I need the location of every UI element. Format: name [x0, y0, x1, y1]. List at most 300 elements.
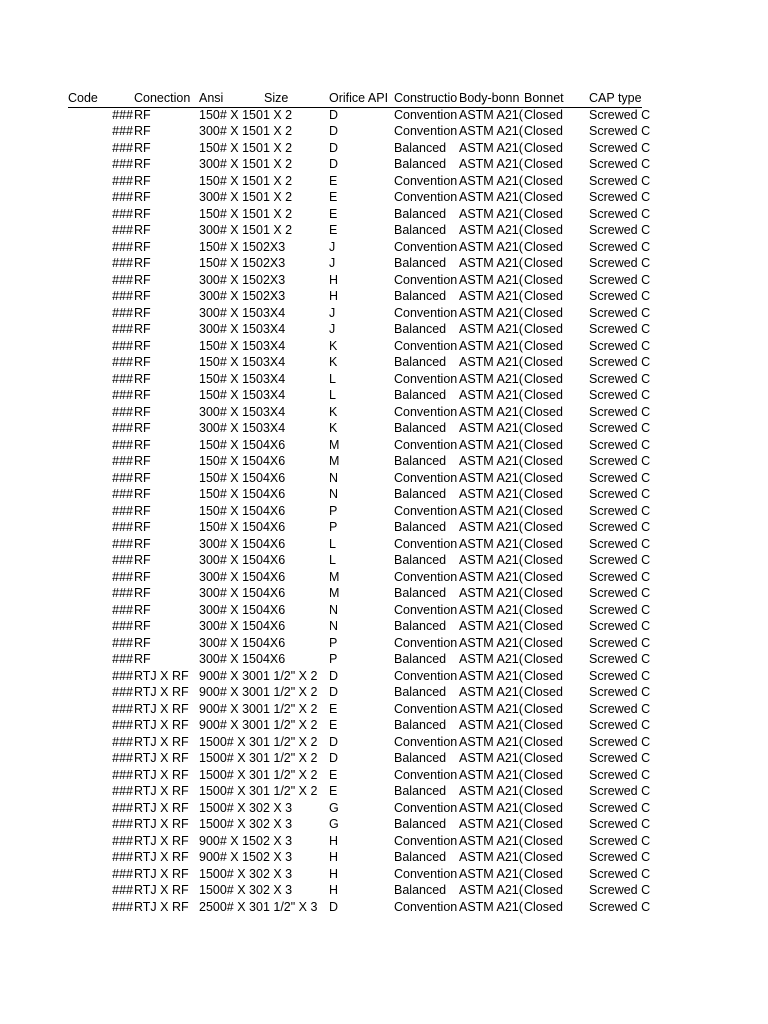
cell-bonnet[interactable]: Closed [524, 536, 563, 551]
cell-cap-type[interactable]: Screwed C [589, 817, 651, 831]
cell-bonnet[interactable]: Closed [524, 817, 563, 831]
cell-code[interactable]: ### [112, 256, 133, 270]
cell-cap-type[interactable]: Screwed C [589, 470, 651, 485]
cell-cap-type[interactable]: Screwed C [589, 569, 651, 584]
cell-conection[interactable]: RTJ X RF [134, 701, 189, 716]
cell-ansi-size[interactable]: 1500# X 301 1/2" X 2 [199, 751, 318, 765]
cell-code[interactable]: ### [112, 536, 133, 551]
cell-code[interactable]: ### [112, 289, 133, 303]
cell-conection[interactable]: RF [134, 190, 151, 204]
cell-orifice-api[interactable]: H [329, 850, 339, 864]
cell-code[interactable]: ### [112, 850, 133, 864]
cell-orifice-api[interactable]: K [329, 355, 338, 369]
cell-construction[interactable]: Convention [394, 866, 458, 881]
cell-ansi-size[interactable]: 300# X 1504X6 [199, 635, 286, 650]
cell-bonnet[interactable]: Closed [524, 124, 563, 138]
cell-code[interactable]: ### [112, 355, 133, 369]
cell-ansi-size[interactable]: 150# X 1501 X 2 [199, 206, 293, 221]
cell-orifice-api[interactable]: J [329, 322, 336, 336]
cell-cap-type[interactable]: Screwed C [589, 668, 651, 683]
cell-body-bonnet[interactable]: ASTM A21( [459, 239, 523, 254]
cell-conection[interactable]: RF [134, 437, 151, 452]
cell-body-bonnet[interactable]: ASTM A21( [459, 751, 523, 765]
cell-bonnet[interactable]: Closed [524, 569, 563, 584]
cell-conection[interactable]: RTJ X RF [134, 685, 189, 699]
cell-ansi-size[interactable]: 900# X 3001 1/2" X 2 [199, 718, 318, 732]
cell-bonnet[interactable]: Closed [524, 586, 563, 600]
cell-bonnet[interactable]: Closed [524, 355, 563, 369]
cell-construction[interactable]: Convention [394, 536, 458, 551]
cell-conection[interactable]: RF [134, 569, 151, 584]
cell-code[interactable]: ### [112, 701, 133, 716]
cell-body-bonnet[interactable]: ASTM A21( [459, 454, 523, 468]
cell-cap-type[interactable]: Screwed C [589, 355, 651, 369]
cell-construction[interactable]: Balanced [394, 322, 447, 336]
cell-conection[interactable]: RF [134, 206, 151, 221]
cell-cap-type[interactable]: Screwed C [589, 553, 651, 567]
cell-conection[interactable]: RF [134, 619, 151, 633]
cell-orifice-api[interactable]: J [329, 256, 336, 270]
cell-orifice-api[interactable]: H [329, 883, 339, 897]
cell-cap-type[interactable]: Screwed C [589, 767, 651, 782]
cell-construction[interactable]: Convention [394, 305, 458, 320]
cell-conection[interactable]: RF [134, 157, 151, 171]
cell-construction[interactable]: Convention [394, 239, 458, 254]
cell-body-bonnet[interactable]: ASTM A21( [459, 355, 523, 369]
cell-body-bonnet[interactable]: ASTM A21( [459, 899, 523, 914]
cell-bonnet[interactable]: Closed [524, 140, 563, 155]
cell-bonnet[interactable]: Closed [524, 454, 563, 468]
cell-cap-type[interactable]: Screwed C [589, 619, 651, 633]
cell-code[interactable]: ### [112, 652, 133, 666]
cell-code[interactable]: ### [112, 322, 133, 336]
cell-cap-type[interactable]: Screwed C [589, 272, 651, 287]
cell-bonnet[interactable]: Closed [524, 850, 563, 864]
cell-conection[interactable]: RF [134, 652, 151, 666]
cell-code[interactable]: ### [112, 124, 133, 138]
cell-construction[interactable]: Balanced [394, 784, 447, 798]
cell-orifice-api[interactable]: E [329, 784, 338, 798]
cell-body-bonnet[interactable]: ASTM A21( [459, 668, 523, 683]
cell-orifice-api[interactable]: D [329, 899, 339, 914]
cell-cap-type[interactable]: Screwed C [589, 404, 651, 419]
cell-conection[interactable]: RF [134, 140, 151, 155]
cell-code[interactable]: ### [112, 371, 133, 386]
cell-ansi-size[interactable]: 1500# X 302 X 3 [199, 800, 293, 815]
cell-body-bonnet[interactable]: ASTM A21( [459, 388, 523, 402]
cell-code[interactable]: ### [112, 734, 133, 749]
cell-cap-type[interactable]: Screwed C [589, 437, 651, 452]
header-construction[interactable]: Constructio [394, 91, 458, 105]
cell-construction[interactable]: Balanced [394, 157, 447, 171]
cell-ansi-size[interactable]: 150# X 1504X6 [199, 470, 286, 485]
cell-body-bonnet[interactable]: ASTM A21( [459, 553, 523, 567]
cell-orifice-api[interactable]: M [329, 569, 340, 584]
cell-body-bonnet[interactable]: ASTM A21( [459, 404, 523, 419]
cell-body-bonnet[interactable]: ASTM A21( [459, 289, 523, 303]
cell-ansi-size[interactable]: 300# X 1504X6 [199, 619, 286, 633]
cell-construction[interactable]: Convention [394, 602, 458, 617]
cell-body-bonnet[interactable]: ASTM A21( [459, 701, 523, 716]
cell-code[interactable]: ### [112, 239, 133, 254]
cell-ansi-size[interactable]: 1500# X 301 1/2" X 2 [199, 784, 318, 798]
cell-code[interactable]: ### [112, 817, 133, 831]
cell-conection[interactable]: RF [134, 421, 151, 435]
cell-bonnet[interactable]: Closed [524, 668, 563, 683]
cell-bonnet[interactable]: Closed [524, 404, 563, 419]
cell-code[interactable]: ### [112, 421, 133, 435]
cell-bonnet[interactable]: Closed [524, 107, 563, 122]
cell-code[interactable]: ### [112, 437, 133, 452]
cell-construction[interactable]: Balanced [394, 520, 447, 534]
cell-orifice-api[interactable]: J [329, 305, 336, 320]
cell-ansi-size[interactable]: 900# X 1502 X 3 [199, 850, 293, 864]
cell-cap-type[interactable]: Screwed C [589, 800, 651, 815]
cell-construction[interactable]: Convention [394, 503, 458, 518]
cell-conection[interactable]: RTJ X RF [134, 751, 189, 765]
cell-construction[interactable]: Convention [394, 800, 458, 815]
cell-orifice-api[interactable]: D [329, 668, 339, 683]
cell-body-bonnet[interactable]: ASTM A21( [459, 800, 523, 815]
cell-body-bonnet[interactable]: ASTM A21( [459, 602, 523, 617]
cell-code[interactable]: ### [112, 833, 133, 848]
cell-conection[interactable]: RF [134, 305, 151, 320]
cell-orifice-api[interactable]: P [329, 520, 338, 534]
cell-cap-type[interactable]: Screwed C [589, 850, 651, 864]
cell-orifice-api[interactable]: E [329, 223, 338, 237]
cell-conection[interactable]: RTJ X RF [134, 866, 189, 881]
cell-conection[interactable]: RTJ X RF [134, 800, 189, 815]
cell-body-bonnet[interactable]: ASTM A21( [459, 866, 523, 881]
cell-orifice-api[interactable]: E [329, 701, 338, 716]
cell-construction[interactable]: Balanced [394, 289, 447, 303]
cell-bonnet[interactable]: Closed [524, 619, 563, 633]
cell-code[interactable]: ### [112, 206, 133, 221]
cell-orifice-api[interactable]: H [329, 272, 339, 287]
cell-ansi-size[interactable]: 300# X 1501 X 2 [199, 157, 293, 171]
cell-code[interactable]: ### [112, 553, 133, 567]
cell-cap-type[interactable]: Screwed C [589, 866, 651, 881]
cell-cap-type[interactable]: Screwed C [589, 305, 651, 320]
cell-bonnet[interactable]: Closed [524, 322, 563, 336]
cell-code[interactable]: ### [112, 520, 133, 534]
cell-orifice-api[interactable]: M [329, 586, 340, 600]
cell-conection[interactable]: RF [134, 470, 151, 485]
cell-bonnet[interactable]: Closed [524, 685, 563, 699]
cell-ansi-size[interactable]: 150# X 1502X3 [199, 239, 286, 254]
cell-conection[interactable]: RF [134, 454, 151, 468]
cell-conection[interactable]: RTJ X RF [134, 833, 189, 848]
cell-cap-type[interactable]: Screwed C [589, 899, 651, 914]
cell-construction[interactable]: Convention [394, 767, 458, 782]
cell-cap-type[interactable]: Screwed C [589, 520, 651, 534]
cell-body-bonnet[interactable]: ASTM A21( [459, 718, 523, 732]
cell-ansi-size[interactable]: 150# X 1501 X 2 [199, 140, 293, 155]
cell-construction[interactable]: Convention [394, 404, 458, 419]
cell-ansi-size[interactable]: 900# X 1502 X 3 [199, 833, 293, 848]
cell-body-bonnet[interactable]: ASTM A21( [459, 305, 523, 320]
cell-orifice-api[interactable]: K [329, 421, 338, 435]
cell-orifice-api[interactable]: L [329, 371, 336, 386]
cell-body-bonnet[interactable]: ASTM A21( [459, 190, 523, 204]
cell-construction[interactable]: Convention [394, 470, 458, 485]
cell-code[interactable]: ### [112, 140, 133, 155]
cell-code[interactable]: ### [112, 602, 133, 617]
cell-body-bonnet[interactable]: ASTM A21( [459, 206, 523, 221]
cell-conection[interactable]: RTJ X RF [134, 817, 189, 831]
cell-ansi-size[interactable]: 150# X 1503X4 [199, 371, 286, 386]
cell-construction[interactable]: Balanced [394, 388, 447, 402]
cell-orifice-api[interactable]: N [329, 602, 339, 617]
cell-orifice-api[interactable]: L [329, 388, 336, 402]
cell-body-bonnet[interactable]: ASTM A21( [459, 272, 523, 287]
cell-code[interactable]: ### [112, 635, 133, 650]
cell-code[interactable]: ### [112, 454, 133, 468]
cell-code[interactable]: ### [112, 586, 133, 600]
cell-bonnet[interactable]: Closed [524, 206, 563, 221]
cell-code[interactable]: ### [112, 107, 133, 122]
cell-body-bonnet[interactable]: ASTM A21( [459, 421, 523, 435]
cell-cap-type[interactable]: Screwed C [589, 454, 651, 468]
header-body-bonnet[interactable]: Body-bonn [459, 91, 520, 105]
cell-code[interactable]: ### [112, 619, 133, 633]
cell-code[interactable]: ### [112, 767, 133, 782]
cell-code[interactable]: ### [112, 503, 133, 518]
cell-bonnet[interactable]: Closed [524, 173, 563, 188]
cell-cap-type[interactable]: Screwed C [589, 140, 651, 155]
cell-conection[interactable]: RF [134, 322, 151, 336]
cell-body-bonnet[interactable]: ASTM A21( [459, 173, 523, 188]
cell-construction[interactable]: Balanced [394, 487, 447, 501]
cell-cap-type[interactable]: Screwed C [589, 173, 651, 188]
cell-bonnet[interactable]: Closed [524, 289, 563, 303]
cell-bonnet[interactable]: Closed [524, 223, 563, 237]
cell-cap-type[interactable]: Screwed C [589, 883, 651, 897]
cell-conection[interactable]: RF [134, 239, 151, 254]
cell-orifice-api[interactable]: D [329, 124, 339, 138]
cell-construction[interactable]: Convention [394, 124, 458, 138]
header-ansi[interactable]: Ansi [199, 91, 224, 105]
cell-bonnet[interactable]: Closed [524, 635, 563, 650]
cell-bonnet[interactable]: Closed [524, 751, 563, 765]
cell-code[interactable]: ### [112, 173, 133, 188]
cell-conection[interactable]: RF [134, 289, 151, 303]
cell-conection[interactable]: RF [134, 602, 151, 617]
cell-body-bonnet[interactable]: ASTM A21( [459, 338, 523, 353]
cell-construction[interactable]: Balanced [394, 619, 447, 633]
cell-bonnet[interactable]: Closed [524, 718, 563, 732]
cell-code[interactable]: ### [112, 338, 133, 353]
cell-construction[interactable]: Balanced [394, 454, 447, 468]
cell-bonnet[interactable]: Closed [524, 256, 563, 270]
cell-ansi-size[interactable]: 1500# X 302 X 3 [199, 817, 293, 831]
cell-orifice-api[interactable]: E [329, 718, 338, 732]
cell-cap-type[interactable]: Screwed C [589, 388, 651, 402]
cell-ansi-size[interactable]: 150# X 1504X6 [199, 520, 286, 534]
cell-conection[interactable]: RF [134, 487, 151, 501]
cell-cap-type[interactable]: Screwed C [589, 256, 651, 270]
cell-construction[interactable]: Balanced [394, 223, 447, 237]
header-conection[interactable]: Conection [134, 91, 191, 105]
cell-construction[interactable]: Balanced [394, 817, 447, 831]
cell-cap-type[interactable]: Screwed C [589, 190, 651, 204]
cell-bonnet[interactable]: Closed [524, 388, 563, 402]
cell-cap-type[interactable]: Screwed C [589, 536, 651, 551]
cell-conection[interactable]: RTJ X RF [134, 718, 189, 732]
cell-ansi-size[interactable]: 300# X 1504X6 [199, 536, 286, 551]
cell-construction[interactable]: Convention [394, 173, 458, 188]
cell-construction[interactable]: Convention [394, 635, 458, 650]
cell-conection[interactable]: RTJ X RF [134, 883, 189, 897]
cell-body-bonnet[interactable]: ASTM A21( [459, 833, 523, 848]
cell-code[interactable]: ### [112, 718, 133, 732]
cell-ansi-size[interactable]: 300# X 1502X3 [199, 289, 286, 303]
cell-orifice-api[interactable]: M [329, 454, 340, 468]
cell-cap-type[interactable]: Screwed C [589, 503, 651, 518]
cell-conection[interactable]: RTJ X RF [134, 668, 189, 683]
cell-bonnet[interactable]: Closed [524, 272, 563, 287]
cell-cap-type[interactable]: Screwed C [589, 586, 651, 600]
cell-orifice-api[interactable]: N [329, 487, 339, 501]
cell-conection[interactable]: RF [134, 404, 151, 419]
cell-cap-type[interactable]: Screwed C [589, 421, 651, 435]
cell-ansi-size[interactable]: 150# X 1504X6 [199, 437, 286, 452]
cell-conection[interactable]: RF [134, 173, 151, 188]
cell-construction[interactable]: Balanced [394, 586, 447, 600]
cell-conection[interactable]: RF [134, 586, 151, 600]
cell-ansi-size[interactable]: 2500# X 301 1/2" X 3 [199, 899, 318, 914]
cell-ansi-size[interactable]: 300# X 1504X6 [199, 553, 286, 567]
cell-cap-type[interactable]: Screwed C [589, 107, 651, 122]
cell-body-bonnet[interactable]: ASTM A21( [459, 569, 523, 584]
cell-cap-type[interactable]: Screwed C [589, 289, 651, 303]
cell-orifice-api[interactable]: E [329, 190, 338, 204]
cell-orifice-api[interactable]: E [329, 173, 338, 188]
cell-orifice-api[interactable]: J [329, 239, 336, 254]
cell-cap-type[interactable]: Screwed C [589, 635, 651, 650]
cell-orifice-api[interactable]: D [329, 751, 339, 765]
cell-body-bonnet[interactable]: ASTM A21( [459, 883, 523, 897]
cell-cap-type[interactable]: Screwed C [589, 734, 651, 749]
cell-construction[interactable]: Convention [394, 437, 458, 452]
cell-body-bonnet[interactable]: ASTM A21( [459, 817, 523, 831]
cell-cap-type[interactable]: Screwed C [589, 157, 651, 171]
cell-cap-type[interactable]: Screwed C [589, 239, 651, 254]
cell-cap-type[interactable]: Screwed C [589, 487, 651, 501]
cell-code[interactable]: ### [112, 784, 133, 798]
cell-ansi-size[interactable]: 1500# X 301 1/2" X 2 [199, 767, 318, 782]
cell-construction[interactable]: Convention [394, 668, 458, 683]
cell-cap-type[interactable]: Screwed C [589, 784, 651, 798]
cell-code[interactable]: ### [112, 751, 133, 765]
cell-conection[interactable]: RF [134, 223, 151, 237]
cell-ansi-size[interactable]: 300# X 1501 X 2 [199, 223, 293, 237]
cell-construction[interactable]: Convention [394, 899, 458, 914]
cell-construction[interactable]: Balanced [394, 652, 447, 666]
cell-code[interactable]: ### [112, 223, 133, 237]
cell-code[interactable]: ### [112, 470, 133, 485]
cell-cap-type[interactable]: Screwed C [589, 322, 651, 336]
cell-body-bonnet[interactable]: ASTM A21( [459, 124, 523, 138]
cell-ansi-size[interactable]: 1500# X 302 X 3 [199, 883, 293, 897]
cell-orifice-api[interactable]: D [329, 140, 339, 155]
cell-conection[interactable]: RF [134, 553, 151, 567]
cell-ansi-size[interactable]: 150# X 1504X6 [199, 487, 286, 501]
cell-ansi-size[interactable]: 300# X 1502X3 [199, 272, 286, 287]
cell-body-bonnet[interactable]: ASTM A21( [459, 470, 523, 485]
cell-bonnet[interactable]: Closed [524, 602, 563, 617]
cell-body-bonnet[interactable]: ASTM A21( [459, 140, 523, 155]
cell-bonnet[interactable]: Closed [524, 338, 563, 353]
cell-construction[interactable]: Balanced [394, 850, 447, 864]
cell-construction[interactable]: Convention [394, 107, 458, 122]
cell-body-bonnet[interactable]: ASTM A21( [459, 223, 523, 237]
cell-cap-type[interactable]: Screwed C [589, 124, 651, 138]
cell-code[interactable]: ### [112, 305, 133, 320]
cell-code[interactable]: ### [112, 866, 133, 881]
cell-code[interactable]: ### [112, 157, 133, 171]
cell-orifice-api[interactable]: H [329, 289, 339, 303]
cell-bonnet[interactable]: Closed [524, 866, 563, 881]
cell-cap-type[interactable]: Screwed C [589, 685, 651, 699]
cell-code[interactable]: ### [112, 899, 133, 914]
cell-conection[interactable]: RTJ X RF [134, 784, 189, 798]
cell-conection[interactable]: RF [134, 338, 151, 353]
cell-construction[interactable]: Convention [394, 734, 458, 749]
cell-orifice-api[interactable]: D [329, 685, 339, 699]
cell-construction[interactable]: Convention [394, 371, 458, 386]
cell-orifice-api[interactable]: P [329, 652, 338, 666]
cell-orifice-api[interactable]: E [329, 767, 338, 782]
cell-code[interactable]: ### [112, 487, 133, 501]
cell-construction[interactable]: Balanced [394, 685, 447, 699]
cell-body-bonnet[interactable]: ASTM A21( [459, 487, 523, 501]
cell-body-bonnet[interactable]: ASTM A21( [459, 586, 523, 600]
header-orifice-api[interactable]: Orifice API [329, 91, 389, 105]
cell-orifice-api[interactable]: K [329, 404, 338, 419]
cell-ansi-size[interactable]: 150# X 1503X4 [199, 388, 286, 402]
cell-body-bonnet[interactable]: ASTM A21( [459, 784, 523, 798]
cell-ansi-size[interactable]: 900# X 3001 1/2" X 2 [199, 668, 318, 683]
cell-orifice-api[interactable]: L [329, 536, 336, 551]
cell-construction[interactable]: Convention [394, 833, 458, 848]
cell-construction[interactable]: Convention [394, 701, 458, 716]
cell-bonnet[interactable]: Closed [524, 487, 563, 501]
cell-bonnet[interactable]: Closed [524, 157, 563, 171]
cell-conection[interactable]: RF [134, 355, 151, 369]
cell-orifice-api[interactable]: N [329, 470, 339, 485]
cell-code[interactable]: ### [112, 569, 133, 584]
cell-bonnet[interactable]: Closed [524, 701, 563, 716]
cell-ansi-size[interactable]: 150# X 1504X6 [199, 503, 286, 518]
cell-conection[interactable]: RF [134, 635, 151, 650]
cell-conection[interactable]: RTJ X RF [134, 767, 189, 782]
cell-ansi-size[interactable]: 150# X 1502X3 [199, 256, 286, 270]
header-size[interactable]: Size [264, 91, 289, 105]
cell-orifice-api[interactable]: H [329, 866, 339, 881]
cell-cap-type[interactable]: Screwed C [589, 338, 651, 353]
header-bonnet[interactable]: Bonnet [524, 91, 564, 105]
cell-construction[interactable]: Balanced [394, 355, 447, 369]
cell-cap-type[interactable]: Screwed C [589, 371, 651, 386]
cell-body-bonnet[interactable]: ASTM A21( [459, 767, 523, 782]
cell-conection[interactable]: RF [134, 520, 151, 534]
cell-bonnet[interactable]: Closed [524, 421, 563, 435]
cell-construction[interactable]: Balanced [394, 553, 447, 567]
cell-ansi-size[interactable]: 1500# X 302 X 3 [199, 866, 293, 881]
header-code[interactable]: Code [68, 91, 98, 105]
cell-code[interactable]: ### [112, 883, 133, 897]
